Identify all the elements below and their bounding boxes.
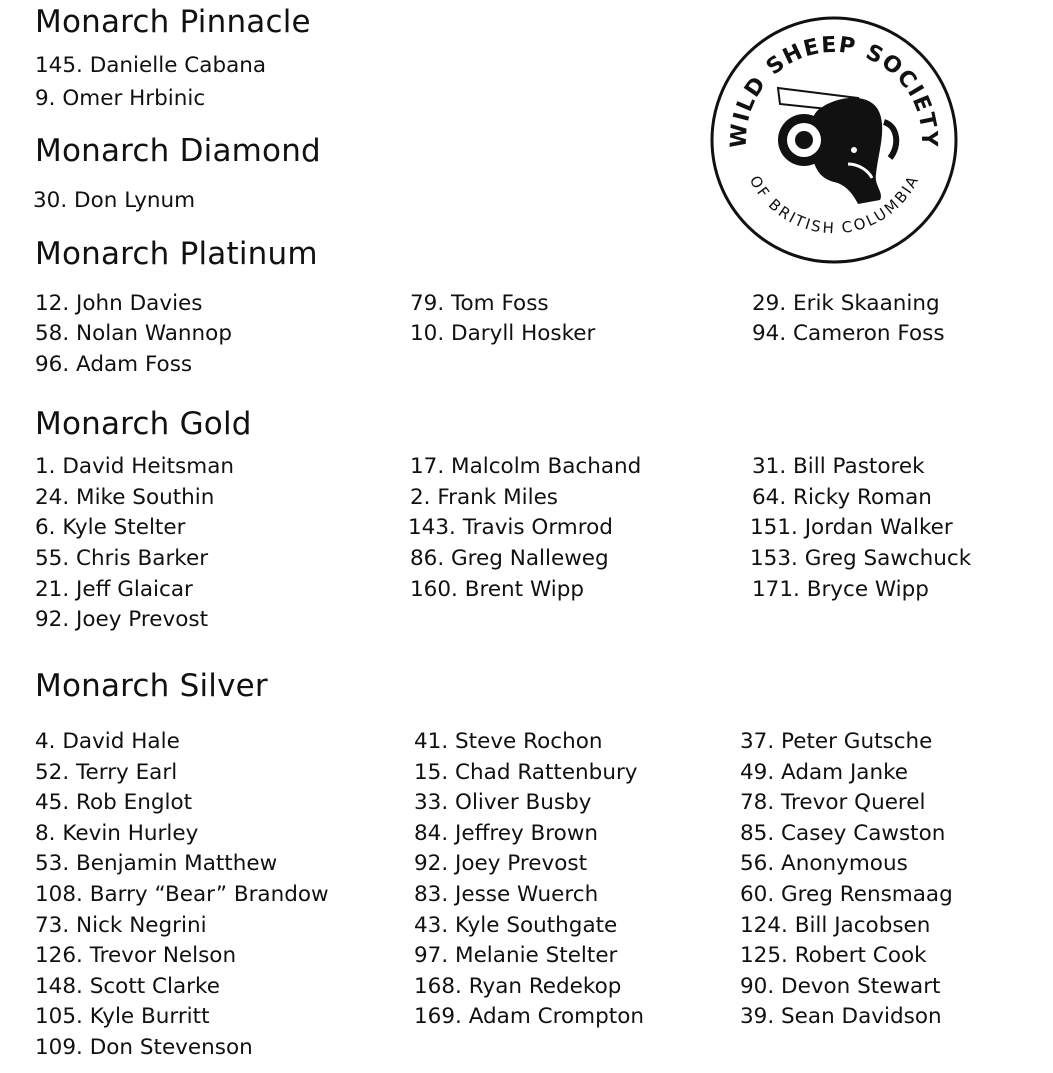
list-item: 83. Jesse Wuerch bbox=[414, 882, 599, 907]
list-item: 41. Steve Rochon bbox=[414, 729, 603, 754]
list-item: 29. Erik Skaaning bbox=[752, 291, 940, 316]
list-item: 2. Frank Miles bbox=[410, 485, 559, 510]
list-item: 21. Jeff Glaicar bbox=[35, 577, 193, 602]
list-item: 4. David Hale bbox=[35, 729, 180, 754]
list-item: 10. Daryll Hosker bbox=[410, 321, 596, 346]
list-item: 37. Peter Gutsche bbox=[740, 729, 933, 754]
list-item: 17. Malcolm Bachand bbox=[410, 454, 642, 479]
list-item: 6. Kyle Stelter bbox=[35, 515, 186, 540]
list-item: 55. Chris Barker bbox=[35, 546, 209, 571]
list-item: 64. Ricky Roman bbox=[752, 485, 932, 510]
list-item: 12. John Davies bbox=[35, 291, 203, 316]
section-title-diamond: Monarch Diamond bbox=[35, 133, 321, 169]
list-item: 30. Don Lynum bbox=[33, 188, 196, 213]
list-item: 49. Adam Janke bbox=[740, 760, 909, 785]
section-title-platinum: Monarch Platinum bbox=[35, 236, 318, 272]
list-item: 58. Nolan Wannop bbox=[35, 321, 232, 346]
list-item: 148. Scott Clarke bbox=[35, 974, 220, 999]
list-item: 56. Anonymous bbox=[740, 851, 908, 876]
list-item: 169. Adam Crompton bbox=[414, 1004, 644, 1029]
list-item: 24. Mike Southin bbox=[35, 485, 215, 510]
list-item: 143. Travis Ormrod bbox=[408, 515, 613, 540]
list-item: 45. Rob Englot bbox=[35, 790, 193, 815]
list-item: 1. David Heitsman bbox=[35, 454, 235, 479]
list-item: 109. Don Stevenson bbox=[35, 1035, 253, 1060]
list-item: 108. Barry “Bear” Brandow bbox=[35, 882, 329, 907]
list-item: 78. Trevor Querel bbox=[740, 790, 926, 815]
list-item: 92. Joey Prevost bbox=[414, 851, 587, 876]
logo-bottom-text: OF BRITISH COLUMBIA bbox=[745, 172, 923, 238]
list-item: 86. Greg Nalleweg bbox=[410, 546, 609, 571]
list-item: 73. Nick Negrini bbox=[35, 913, 207, 938]
list-item: 90. Devon Stewart bbox=[740, 974, 941, 999]
list-item: 94. Cameron Foss bbox=[752, 321, 945, 346]
list-item: 97. Melanie Stelter bbox=[414, 943, 618, 968]
list-item: 79. Tom Foss bbox=[410, 291, 549, 316]
list-item: 31. Bill Pastorek bbox=[752, 454, 925, 479]
list-item: 53. Benjamin Matthew bbox=[35, 851, 278, 876]
list-item: 43. Kyle Southgate bbox=[414, 913, 618, 938]
society-logo bbox=[708, 14, 960, 266]
list-item: 92. Joey Prevost bbox=[35, 607, 208, 632]
ram-head-icon bbox=[778, 98, 896, 204]
list-item: 151. Jordan Walker bbox=[750, 515, 953, 540]
list-item: 125. Robert Cook bbox=[740, 943, 927, 968]
list-item: 105. Kyle Burritt bbox=[35, 1004, 210, 1029]
list-item: 52. Terry Earl bbox=[35, 760, 178, 785]
list-item: 96. Adam Foss bbox=[35, 352, 193, 377]
list-item: 160. Brent Wipp bbox=[410, 577, 584, 602]
list-item: 85. Casey Cawston bbox=[740, 821, 946, 846]
list-item: 145. Danielle Cabana bbox=[35, 53, 267, 78]
list-item: 84. Jeffrey Brown bbox=[414, 821, 599, 846]
list-item: 153. Greg Sawchuck bbox=[750, 546, 972, 571]
list-item: 33. Oliver Busby bbox=[414, 790, 592, 815]
list-item: 15. Chad Rattenbury bbox=[414, 760, 638, 785]
list-item: 171. Bryce Wipp bbox=[752, 577, 929, 602]
list-item: 39. Sean Davidson bbox=[740, 1004, 942, 1029]
list-item: 124. Bill Jacobsen bbox=[740, 913, 931, 938]
section-title-gold: Monarch Gold bbox=[35, 406, 252, 442]
list-item: 8. Kevin Hurley bbox=[35, 821, 199, 846]
logo-top-text: WILD SHEEP SOCIETY bbox=[726, 32, 942, 149]
section-title-silver: Monarch Silver bbox=[35, 668, 268, 704]
list-item: 168. Ryan Redekop bbox=[414, 974, 622, 999]
list-item: 9. Omer Hrbinic bbox=[35, 86, 206, 111]
list-item: 126. Trevor Nelson bbox=[35, 943, 237, 968]
section-title-pinnacle: Monarch Pinnacle bbox=[35, 4, 311, 40]
logo-seal bbox=[708, 14, 960, 266]
list-item: 60. Greg Rensmaag bbox=[740, 882, 953, 907]
